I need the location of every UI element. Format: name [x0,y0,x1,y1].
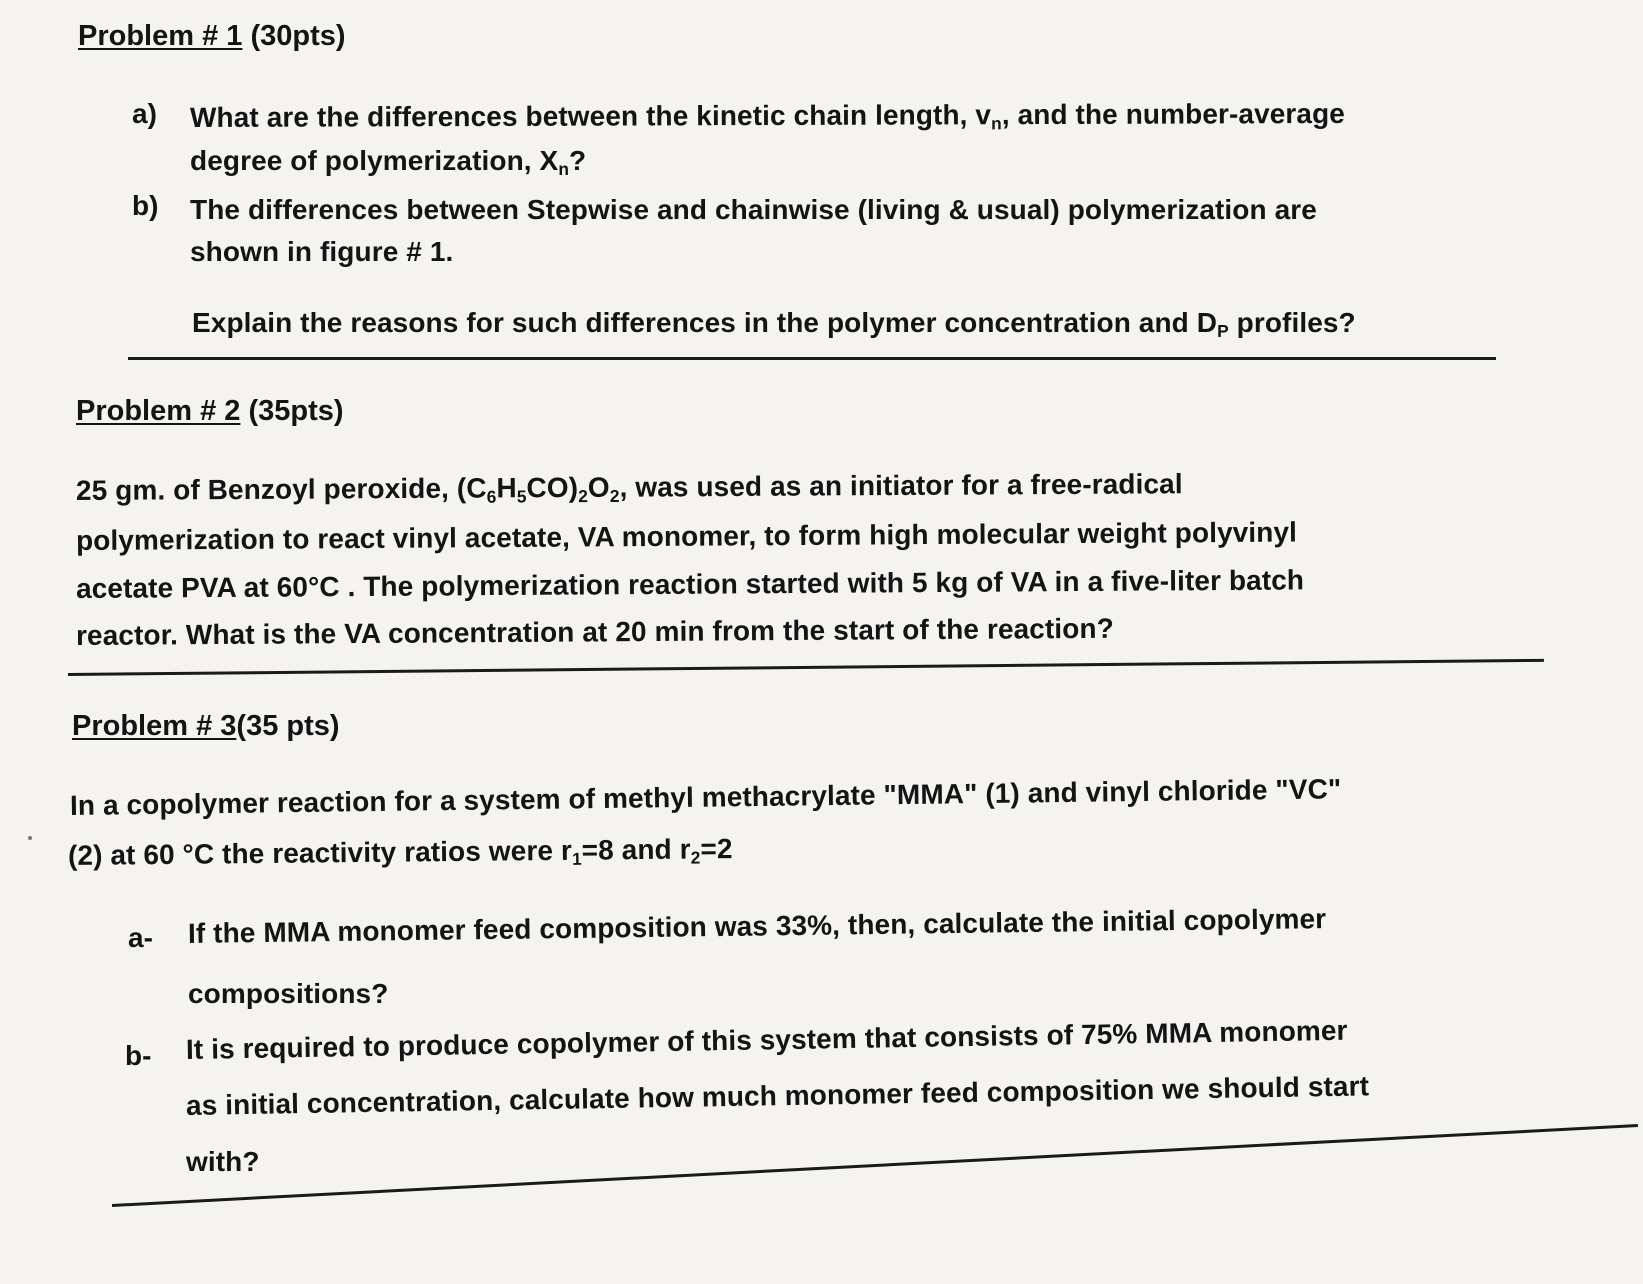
problem-3-item-b-line-1: It is required to produce copolymer of this system that consists of 75% MMA monomer [185,1014,1348,1065]
problem-3-heading [72,710,340,743]
divider-2 [68,659,1544,676]
problem-2-points: (35pts) [240,395,344,427]
problem-3-item-b-line-3: with? [186,1146,260,1177]
problem-1-item-a-marker: a) [132,98,157,129]
problem-2-line-3: acetate PVA at 60°C . The polymerization reaction started with 5 kg of VA in a five-liter batch [75,564,1305,604]
problem-1-item-a-line-1: What are the differences between the kinetic chain length, $v_n$, and the number-average [189,97,1346,134]
problem-1-explain: Explain the reasons for such differences in the polymer concentration and $D_P$ profiles? [192,307,1356,342]
problem-2-heading [76,395,344,428]
problem-2-line-1: 25 gm. of Benzoyl peroxide, $(C_6H_5CO)_2O_2$, was used as an initiator for a free-radical [75,468,1183,507]
problem-1-title: Problem # 1 [78,20,243,52]
problem-3-item-b-line-2: as initial concentration, calculate how much monomer feed composition we should start [185,1070,1370,1121]
problem-3-item-a-line-2: compositions? [188,978,389,1009]
problem-1-item-b-marker: b) [132,190,159,221]
problem-1-item-a-line-2: degree of polymerization, $X_n$? [190,145,587,180]
problem-3-line-1: In a copolymer reaction for a system of methyl methacrylate "MMA" (1) and vinyl chloride "VC" [69,773,1342,821]
problem-2-title: Problem # 2 [76,395,241,427]
problem-2-line-2: polymerization to react vinyl acetate, VA monomer, to form high molecular weight polyvinyl [75,516,1298,556]
problem-1-heading [78,20,346,53]
divider-1 [128,357,1496,360]
problem-3-item-b-marker: b- [125,1040,152,1071]
problem-3-line-2: (2) at 60 °C the reactivity ratios were $r_1=8$ and $r_2=2$ [67,833,733,871]
margin-speck [28,836,32,840]
problem-1-item-b-line-2: shown in figure # 1. [190,236,454,267]
problem-1-points: (30pts) [242,20,346,52]
divider-3 [112,1124,1638,1207]
problem-3-item-a-marker: a- [128,922,153,953]
problem-3-item-a-line-1: If the MMA monomer feed composition was 33%, then, calculate the initial copolymer [187,903,1327,949]
problem-3-title: Problem # 3 [72,710,237,742]
problem-2-line-4: reactor. What is the VA concentration at 20 min from the start of the reaction? [75,612,1114,651]
problem-3-points: (35 pts) [236,710,340,742]
problem-1-item-b-line-1: The differences between Stepwise and chainwise (living & usual) polymerization are [190,194,1317,225]
